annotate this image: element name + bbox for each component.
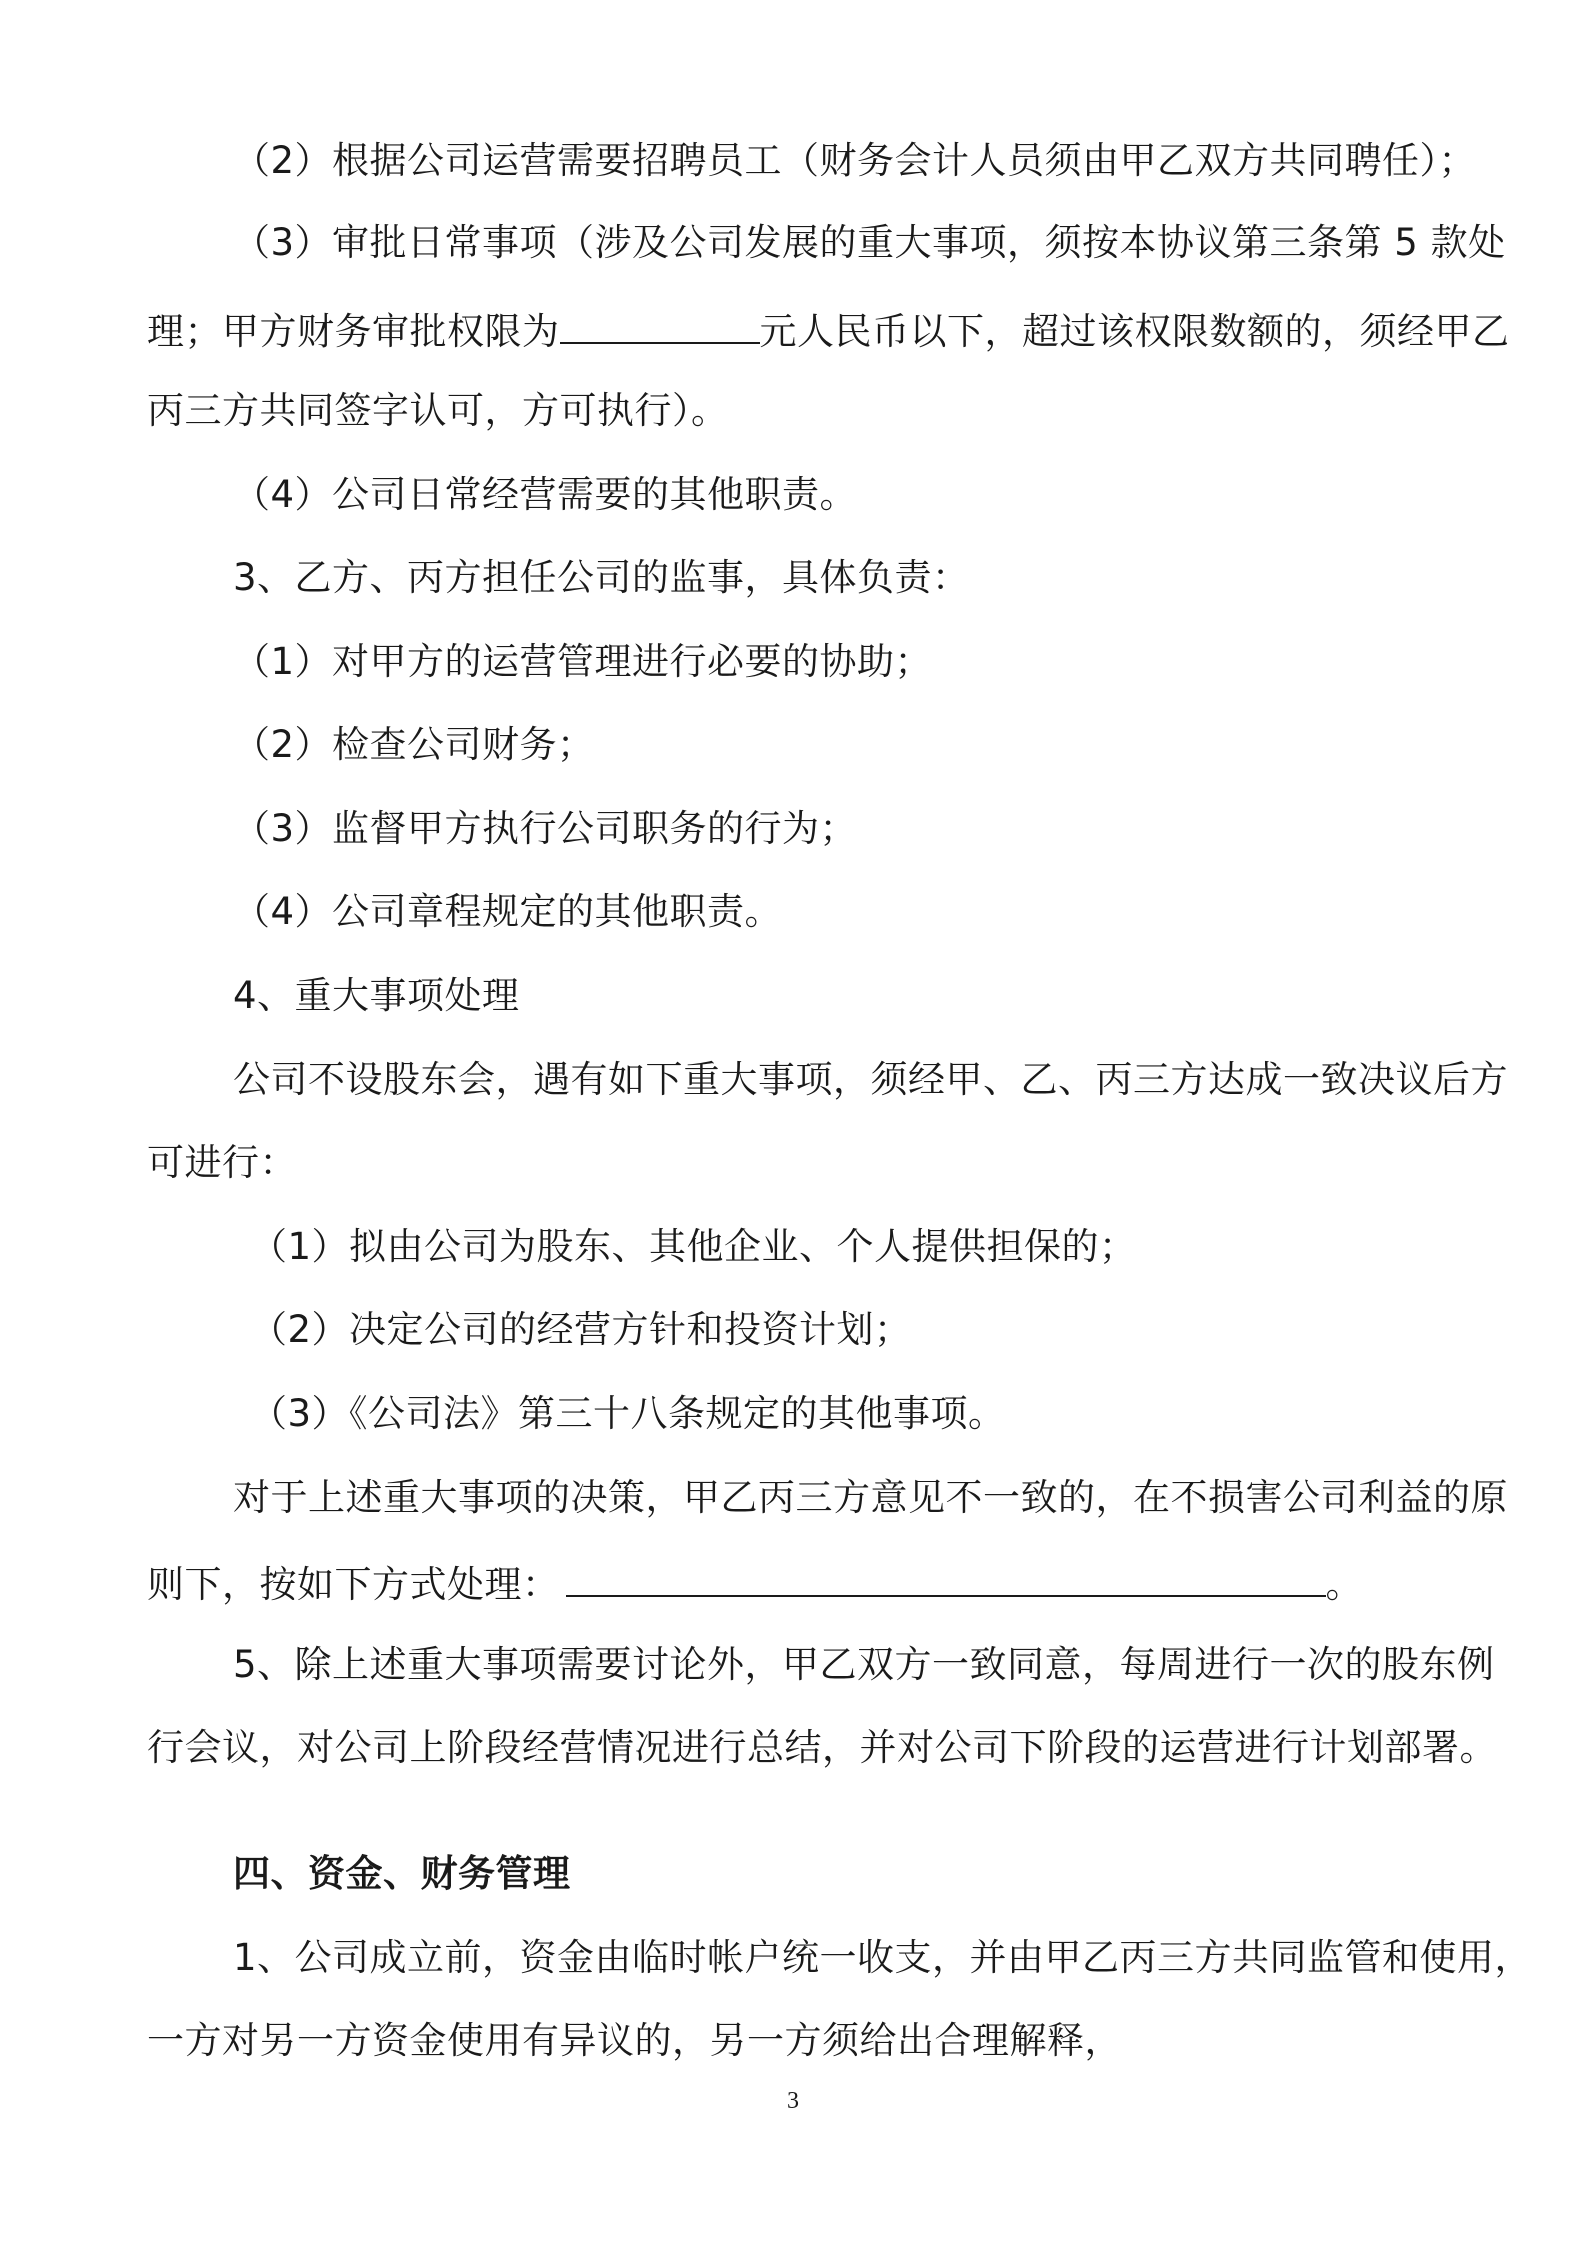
text-line: 行会议，对公司上阶段经营情况进行总结，并对公司下阶段的运营进行计划部署。 [147,1726,1497,1769]
text-segment: 理；甲方财务审批权限为 [147,310,560,353]
text-line: 丙三方共同签字认可，方可执行）。 [147,389,729,432]
text-line: （4）公司日常经营需要的其他职责。 [233,473,858,516]
text-line: 1、公司成立前，资金由临时帐户统一收支，并由甲乙丙三方共同监管和使用， [233,1936,1533,1979]
text-line: 可进行： [147,1141,297,1184]
text-line: （3）审批日常事项（涉及公司发展的重大事项，须按本协议第三条第 5 款处 [233,221,1506,264]
text-line: （3）《公司法》第三十八条规定的其他事项。 [250,1392,1006,1435]
text-line [147,306,1510,354]
text-line: （2）检查公司财务； [233,723,595,766]
text-line: （2）决定公司的经营方针和投资计划； [250,1308,912,1351]
text-line: 3、乙方、丙方担任公司的监事，具体负责： [233,556,970,599]
text-segment: 则下，按如下方式处理： [147,1563,560,1606]
text-line: 5、除上述重大事项需要讨论外，甲乙双方一致同意，每周进行一次的股东例 [233,1643,1495,1686]
text-line [147,1559,1363,1607]
text-line: （1）对甲方的运营管理进行必要的协助； [233,640,933,683]
text-segment: 元人民币以下，超过该权限数额的，须经甲乙 [759,310,1510,353]
section-heading: 四、资金、财务管理 [233,1852,571,1895]
section-subheading: 4、重大事项处理 [233,974,520,1017]
text-line: 对于上述重大事项的决策，甲乙丙三方意见不一致的，在不损害公司利益的原 [233,1476,1508,1519]
text-line: （4）公司章程规定的其他职责。 [233,890,783,933]
page-number: 3 [787,2088,799,2114]
resolution-method-blank [566,1559,1326,1597]
text-segment: 。 [1325,1563,1363,1606]
approval-limit-blank [560,306,760,344]
text-line: 公司不设股东会，遇有如下重大事项，须经甲、乙、丙三方达成一致决议后方 [233,1058,1508,1101]
text-line: 一方对另一方资金使用有异议的，另一方须给出合理解释， [147,2019,1122,2062]
text-line: （3）监督甲方执行公司职务的行为； [233,807,858,850]
text-line: （1）拟由公司为股东、其他企业、个人提供担保的； [250,1225,1137,1268]
text-line: （2）根据公司运营需要招聘员工（财务会计人员须由甲乙双方共同聘任）； [233,139,1477,182]
